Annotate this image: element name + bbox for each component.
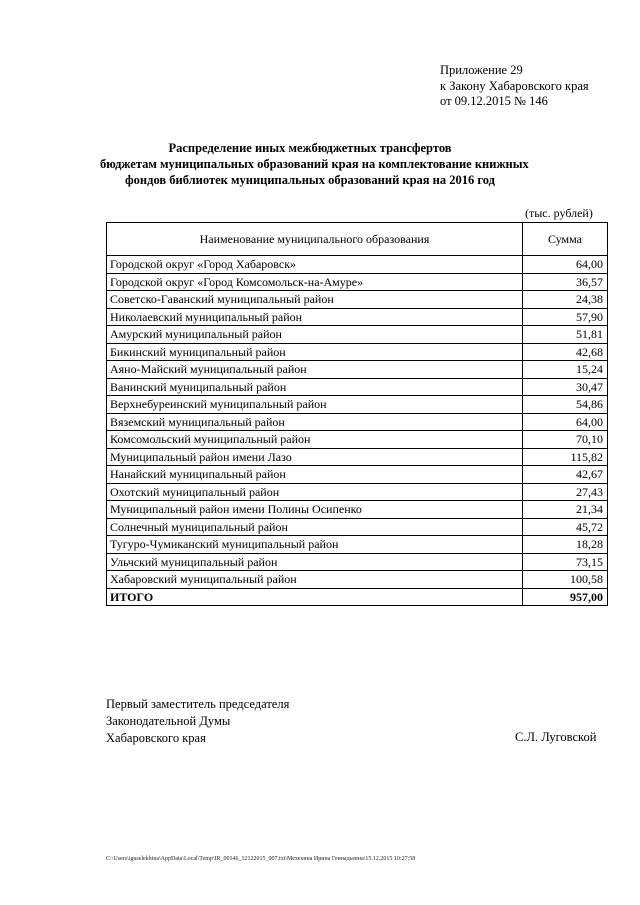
row-name: Советско-Гаванский муниципальный район: [107, 291, 523, 309]
row-sum: 64,00: [523, 413, 608, 431]
table-header-row: [107, 223, 608, 256]
row-name: Амурский муниципальный район: [107, 326, 523, 344]
row-name: Муниципальный район имени Полины Осипенко: [107, 501, 523, 519]
row-name: Городской округ «Город Хабаровск»: [107, 256, 523, 274]
table-row: [107, 256, 608, 274]
row-sum: 70,10: [523, 431, 608, 449]
row-name: Нанайский муниципальный район: [107, 466, 523, 484]
row-sum: 15,24: [523, 361, 608, 379]
row-sum: 51,81: [523, 326, 608, 344]
appendix-line: к Закону Хабаровского края: [440, 78, 589, 93]
row-name: Городской округ «Город Комсомольск-на-Амуре»: [107, 273, 523, 291]
row-name: Солнечный муниципальный район: [107, 518, 523, 536]
row-sum: 24,38: [523, 291, 608, 309]
row-name: Хабаровский муниципальный район: [107, 571, 523, 589]
row-name: Ванинский муниципальный район: [107, 378, 523, 396]
units-label: (тыс. рублей): [525, 206, 593, 220]
row-sum: 42,68: [523, 343, 608, 361]
row-sum: 64,00: [523, 256, 608, 274]
row-sum: 42,67: [523, 466, 608, 484]
row-name: Ульчский муниципальный район: [107, 553, 523, 571]
header-name: Наименование муниципального образования: [107, 223, 523, 256]
row-name: Бикинский муниципальный район: [107, 343, 523, 361]
table-row: [107, 518, 608, 536]
appendix-line: Приложение 29: [440, 63, 523, 77]
row-name: Охотский муниципальный район: [107, 483, 523, 501]
table-row: [107, 413, 608, 431]
table-row: [107, 291, 608, 309]
signature-line: Хабаровского края: [106, 731, 206, 745]
table-row: [107, 326, 608, 344]
row-sum: 21,34: [523, 501, 608, 519]
row-sum: 100,58: [523, 571, 608, 589]
row-sum: 54,86: [523, 396, 608, 414]
table-row: [107, 361, 608, 379]
table-row: [107, 431, 608, 449]
signature-line: Законодательной Думы: [106, 714, 231, 728]
total-sum: 957,00: [523, 588, 608, 606]
allocation-table: [106, 222, 608, 606]
row-name: Аяно-Майский муниципальный район: [107, 361, 523, 379]
table-row: [107, 483, 608, 501]
table-row: [107, 343, 608, 361]
row-sum: 73,15: [523, 553, 608, 571]
table-row: [107, 466, 608, 484]
footer-file-path: C:\Users\iguselekhina\AppData\Local\Temp\IR_00146_12122015_007.txt\Мехехина Ирина Геннадьевна\15.12.2015 10:27:58: [106, 856, 416, 862]
document-title: [100, 140, 529, 188]
table-row: [107, 308, 608, 326]
row-sum: 115,82: [523, 448, 608, 466]
title-line: Распределение иных межбюджетных трансфертов: [168, 141, 452, 155]
table-row: [107, 378, 608, 396]
row-name: Верхнебуреинский муниципальный район: [107, 396, 523, 414]
row-sum: 36,57: [523, 273, 608, 291]
row-sum: 57,90: [523, 308, 608, 326]
row-sum: 18,28: [523, 536, 608, 554]
row-name: Вяземский муниципальный район: [107, 413, 523, 431]
appendix-header: [440, 63, 589, 110]
table-row: [107, 553, 608, 571]
table-row: [107, 536, 608, 554]
table-row: [107, 396, 608, 414]
table-body: [107, 256, 608, 589]
signer-name: С.Л. Луговской: [515, 730, 597, 744]
header-sum: Сумма: [523, 223, 608, 256]
row-sum: 45,72: [523, 518, 608, 536]
signature-line: Первый заместитель председателя: [106, 697, 290, 711]
appendix-line: от 09.12.2015 № 146: [440, 94, 548, 108]
row-name: Комсомольский муниципальный район: [107, 431, 523, 449]
row-sum: 30,47: [523, 378, 608, 396]
table-row: [107, 571, 608, 589]
signature-block: [106, 696, 289, 747]
table-row: [107, 448, 608, 466]
table-row: [107, 273, 608, 291]
title-line: фондов библиотек муниципальных образований края на 2016 год: [125, 173, 495, 187]
total-row: [107, 588, 608, 606]
total-label: ИТОГО: [107, 588, 523, 606]
row-name: Тугуро-Чумиканский муниципальный район: [107, 536, 523, 554]
row-sum: 27,43: [523, 483, 608, 501]
table-row: [107, 501, 608, 519]
row-name: Муниципальный район имени Лазо: [107, 448, 523, 466]
title-line: бюджетам муниципальных образований края на комплектование книжных: [100, 157, 529, 171]
row-name: Николаевский муниципальный район: [107, 308, 523, 326]
